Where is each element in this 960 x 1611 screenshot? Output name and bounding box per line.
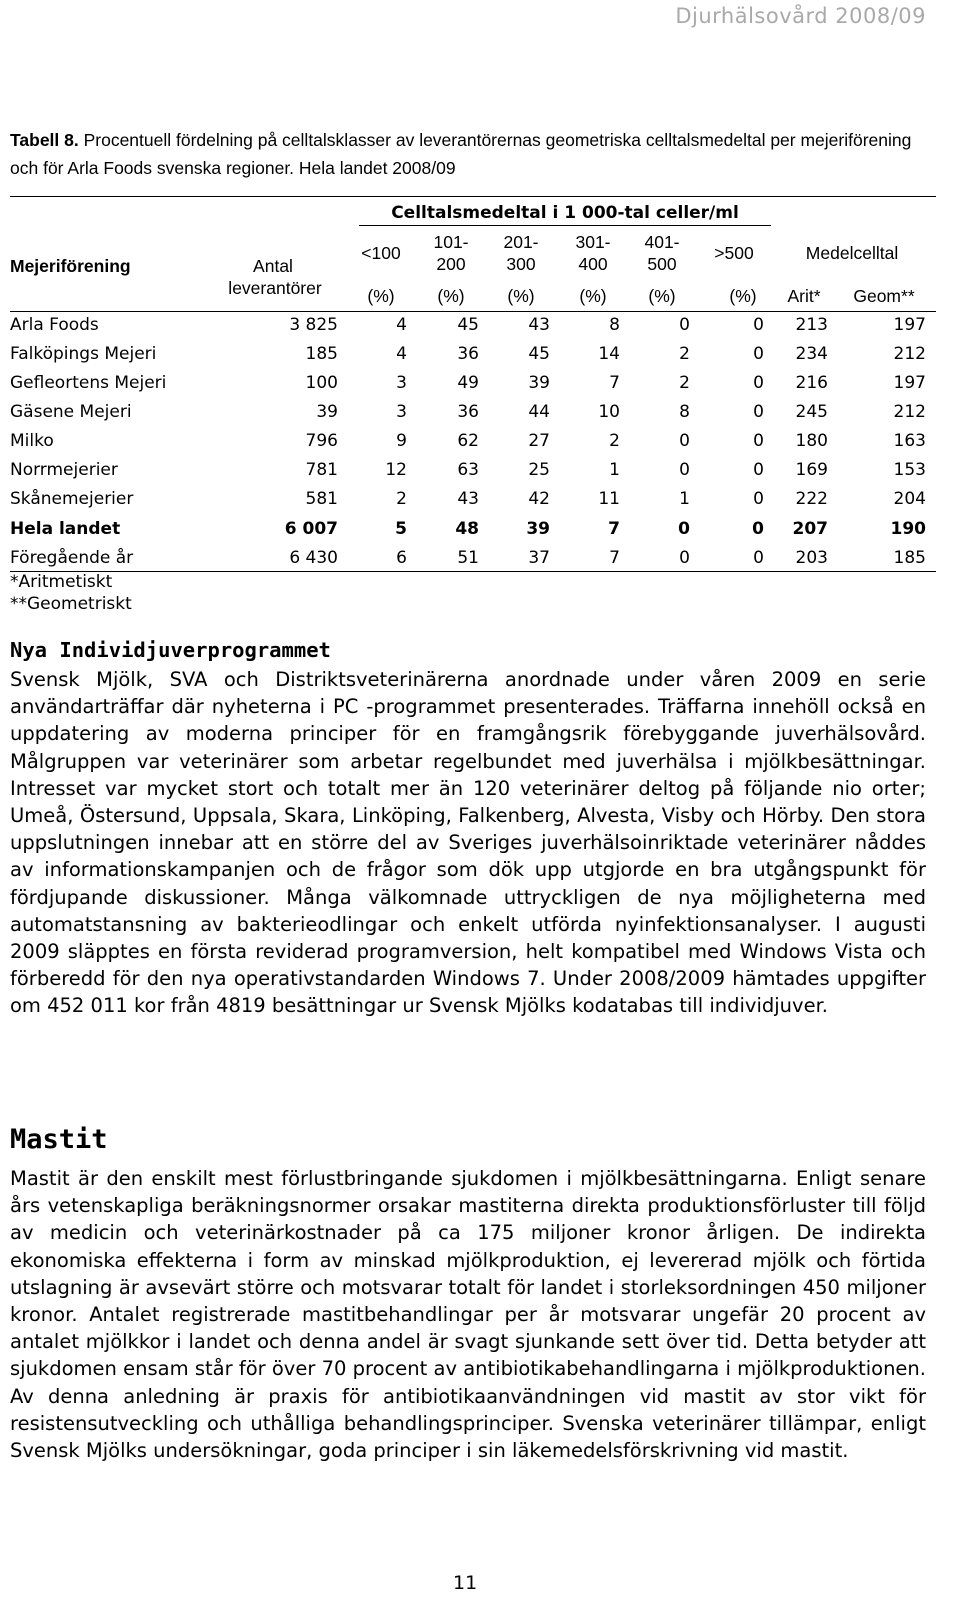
row-lt100: 3 [396, 402, 407, 422]
row-201-300: 39 [528, 373, 550, 393]
row-201-300: 43 [528, 315, 550, 335]
row-201-300: 42 [528, 489, 550, 509]
running-header: Djurhälsovård 2008/09 [675, 4, 926, 28]
table-bottom-rule [10, 571, 936, 572]
row-401-500: 0 [679, 460, 690, 480]
row-401-500: 8 [679, 402, 690, 422]
row-name: Skånemejerier [10, 489, 134, 509]
col-header-medelcelltal: Medelcelltal [805, 243, 899, 263]
row-geom: 163 [893, 431, 926, 451]
row-antal: 796 [305, 431, 338, 451]
table-row [0, 460, 960, 489]
row-gt500: 0 [753, 373, 764, 393]
row-gt500: 0 [753, 431, 764, 451]
row-401-500: 0 [679, 431, 690, 451]
row-name: Gefleortens Mejeri [10, 373, 167, 393]
unit-label: (%) [729, 286, 757, 306]
row-arit: 216 [795, 373, 828, 393]
row-301-400: 7 [609, 373, 620, 393]
row-301-400: 7 [609, 548, 620, 568]
row-arit: 180 [795, 431, 828, 451]
section-heading-mastit: Mastit [10, 1124, 108, 1155]
footnote-arit: *Aritmetiskt [10, 572, 113, 592]
section-body-mastit: Mastit är den enskilt mest förlustbringande sjukdomen i mjölkbesättningarna. Enligt senare års vetenskapliga beräkningsnormer orsakar mastiterna direkta produktionsförluster till följd av medicin och veterinärkostnader på ca 175 miljoner kronor årligen. De indirekta ekonomiska effekterna i form av minskad mjölkproduktion, ej levererad mjölk och förtida utslagning är avsevärt större och motsvarar totalt för landet i storleksordningen 450 miljoner kronor. Antalet registrerade mastitbehandlingar per år motsvarar ungefär 20 procent av antalet mjölkkor i landet och denna andel är svagt sjunkande sett över tid. Detta betyder att sjukdomen ensam står för över 70 procent av antibiotikabehandlingarna i mjölkproduktionen. Av denna anledning är praxis för antibiotikaanvändningen vid mastit av stor vikt för resistensutveckling och uthålliga behandlingsprinciper. Svenska veterinärer tillämpar, enligt Svensk Mjölks undersökningar, goda principer i sin läkemedelsförskrivning vid mastit. [10, 1167, 926, 1463]
row-name: Norrmejerier [10, 460, 118, 480]
unit-label: (%) [437, 286, 465, 306]
row-gt500: 0 [753, 402, 764, 422]
row-101-200: 36 [457, 344, 479, 364]
row-arit: 169 [795, 460, 828, 480]
row-name: Falköpings Mejeri [10, 344, 157, 364]
row-201-300: 27 [528, 431, 550, 451]
row-101-200: 36 [457, 402, 479, 422]
table-row [0, 489, 960, 518]
row-401-500: 0 [679, 548, 690, 568]
table-row [0, 315, 960, 344]
table-row [0, 373, 960, 402]
row-gt500: 0 [753, 315, 764, 335]
row-301-400: 10 [598, 402, 620, 422]
row-antal: 6 430 [289, 548, 338, 568]
class-header-101-200: 101- 200 [433, 232, 469, 274]
row-name: Milko [10, 431, 54, 451]
table-caption [10, 126, 940, 182]
caption-text: Procentuell fördelning på celltalsklasser av leverantörernas geometriska celltalsmedeltal per mejeriförening och för Arla Foods svenska regioner. Hela landet 2008/09 [10, 130, 912, 178]
col-header-geom: Geom** [853, 286, 915, 306]
row-gt500: 0 [753, 489, 764, 509]
footnote-geom: **Geometriskt [10, 594, 132, 614]
class-header-401-500: 401- 500 [644, 232, 680, 274]
col-header-antal-sub: leverantörer [228, 278, 322, 298]
row-antal: 581 [305, 489, 338, 509]
row-gt500: 0 [753, 548, 764, 568]
unit-label: (%) [507, 286, 535, 306]
group-header: Celltalsmedeltal i 1 000-tal celler/ml [391, 203, 739, 223]
row-101-200: 51 [457, 548, 479, 568]
table-row [0, 548, 960, 577]
row-401-500: 1 [679, 489, 690, 509]
row-arit: 213 [795, 315, 828, 335]
row-antal: 185 [305, 344, 338, 364]
row-antal: 39 [316, 402, 338, 422]
row-101-200: 49 [457, 373, 479, 393]
table-row [0, 431, 960, 460]
row-geom: 204 [893, 489, 926, 509]
row-lt100: 6 [396, 548, 407, 568]
class-header-gt500: >500 [714, 243, 754, 263]
row-401-500: 2 [679, 344, 690, 364]
row-401-500: 2 [679, 373, 690, 393]
row-geom: 197 [893, 373, 926, 393]
row-arit: 207 [792, 519, 828, 539]
row-301-400: 8 [609, 315, 620, 335]
row-101-200: 43 [457, 489, 479, 509]
row-401-500: 0 [678, 519, 690, 539]
row-arit: 222 [795, 489, 828, 509]
row-201-300: 25 [528, 460, 550, 480]
row-201-300: 37 [528, 548, 550, 568]
row-301-400: 14 [598, 344, 620, 364]
section-heading-individjuver: Nya Individjuverprogrammet [10, 638, 331, 662]
section-body-individjuver: Svensk Mjölk, SVA och Distriktsveterinärerna anordnade under våren 2009 en serie användarträffar där nyheterna i PC -programmet presenterades. Träffarna innehöll också en uppdatering av moderna principer för en framgångsrik förebyggande juverhälsovård. Målgruppen var veterinärer som arbetar regelbundet med juverhälsa i mjölkbesättningar. Intresset var mycket stort och totalt mer än 120 veterinärer deltog på följande nio orter; Umeå, Östersund, Uppsala, Skara, Linköping, Falkenberg, Alvesta, Visby och Hörby. Den stora uppslutningen innebar att en större del av Sveriges juverhälsoinriktade veterinärer nåddes av informationskampanjen och de frågor som dök upp utgjorde en bra utgångspunkt för fördjupande diskussioner. Många välkomnade uttryckligen de nya möjligheterna med automatstansning av bakterieodlingar och enkelt utförda nyinfektionsanalyser. I augusti 2009 släpptes en första reviderad programversion, helt kompatibel med Windows Vista och förberedd för den nya operativstandarden Windows 7. Under 2008/2009 hämtades uppgifter om 452 011 kor från 4819 besättningar ur Svensk Mjölks kodatabas till individjuver. [10, 668, 926, 1018]
row-101-200: 63 [457, 460, 479, 480]
row-gt500: 0 [752, 519, 764, 539]
row-name: Hela landet [10, 519, 121, 539]
unit-label: (%) [367, 286, 395, 306]
row-geom: 212 [893, 344, 926, 364]
row-antal: 6 007 [284, 519, 338, 539]
table-header-rule [10, 311, 936, 312]
row-201-300: 39 [526, 519, 550, 539]
row-antal: 100 [305, 373, 338, 393]
col-header-arit: Arit* [787, 286, 821, 306]
row-101-200: 45 [457, 315, 479, 335]
unit-label: (%) [579, 286, 607, 306]
class-header-301-400: 301- 400 [575, 232, 611, 274]
unit-label: (%) [648, 286, 676, 306]
row-antal: 3 825 [289, 315, 338, 335]
col-header-antal: Antal [253, 256, 293, 276]
col-header-mejeriforening: Mejeriförening [10, 256, 131, 276]
row-name: Arla Foods [10, 315, 99, 335]
row-geom: 190 [890, 519, 926, 539]
row-gt500: 0 [753, 460, 764, 480]
row-name: Föregående år [10, 548, 134, 568]
row-101-200: 48 [455, 519, 479, 539]
page-number: 11 [453, 1572, 478, 1594]
row-201-300: 45 [528, 344, 550, 364]
row-arit: 234 [795, 344, 828, 364]
row-lt100: 12 [385, 460, 407, 480]
caption-label: Tabell 8. [10, 130, 79, 150]
row-lt100: 4 [396, 344, 407, 364]
row-lt100: 9 [396, 431, 407, 451]
row-arit: 203 [795, 548, 828, 568]
row-401-500: 0 [679, 315, 690, 335]
group-header-underline [359, 225, 771, 226]
row-301-400: 11 [598, 489, 620, 509]
row-geom: 197 [893, 315, 926, 335]
row-101-200: 62 [457, 431, 479, 451]
row-antal: 781 [305, 460, 338, 480]
table-top-rule [10, 196, 936, 197]
row-geom: 185 [893, 548, 926, 568]
row-lt100: 2 [396, 489, 407, 509]
row-geom: 153 [893, 460, 926, 480]
class-header-lt100: <100 [361, 243, 401, 263]
row-lt100: 4 [396, 315, 407, 335]
row-lt100: 5 [395, 519, 407, 539]
row-301-400: 1 [609, 460, 620, 480]
row-301-400: 2 [609, 431, 620, 451]
table-row [0, 344, 960, 373]
table-row [0, 402, 960, 431]
row-arit: 245 [795, 402, 828, 422]
class-header-201-300: 201- 300 [503, 232, 539, 274]
row-301-400: 7 [608, 519, 620, 539]
row-geom: 212 [893, 402, 926, 422]
row-gt500: 0 [753, 344, 764, 364]
table-row-total [0, 519, 960, 548]
row-name: Gäsene Mejeri [10, 402, 132, 422]
row-201-300: 44 [528, 402, 550, 422]
row-lt100: 3 [396, 373, 407, 393]
